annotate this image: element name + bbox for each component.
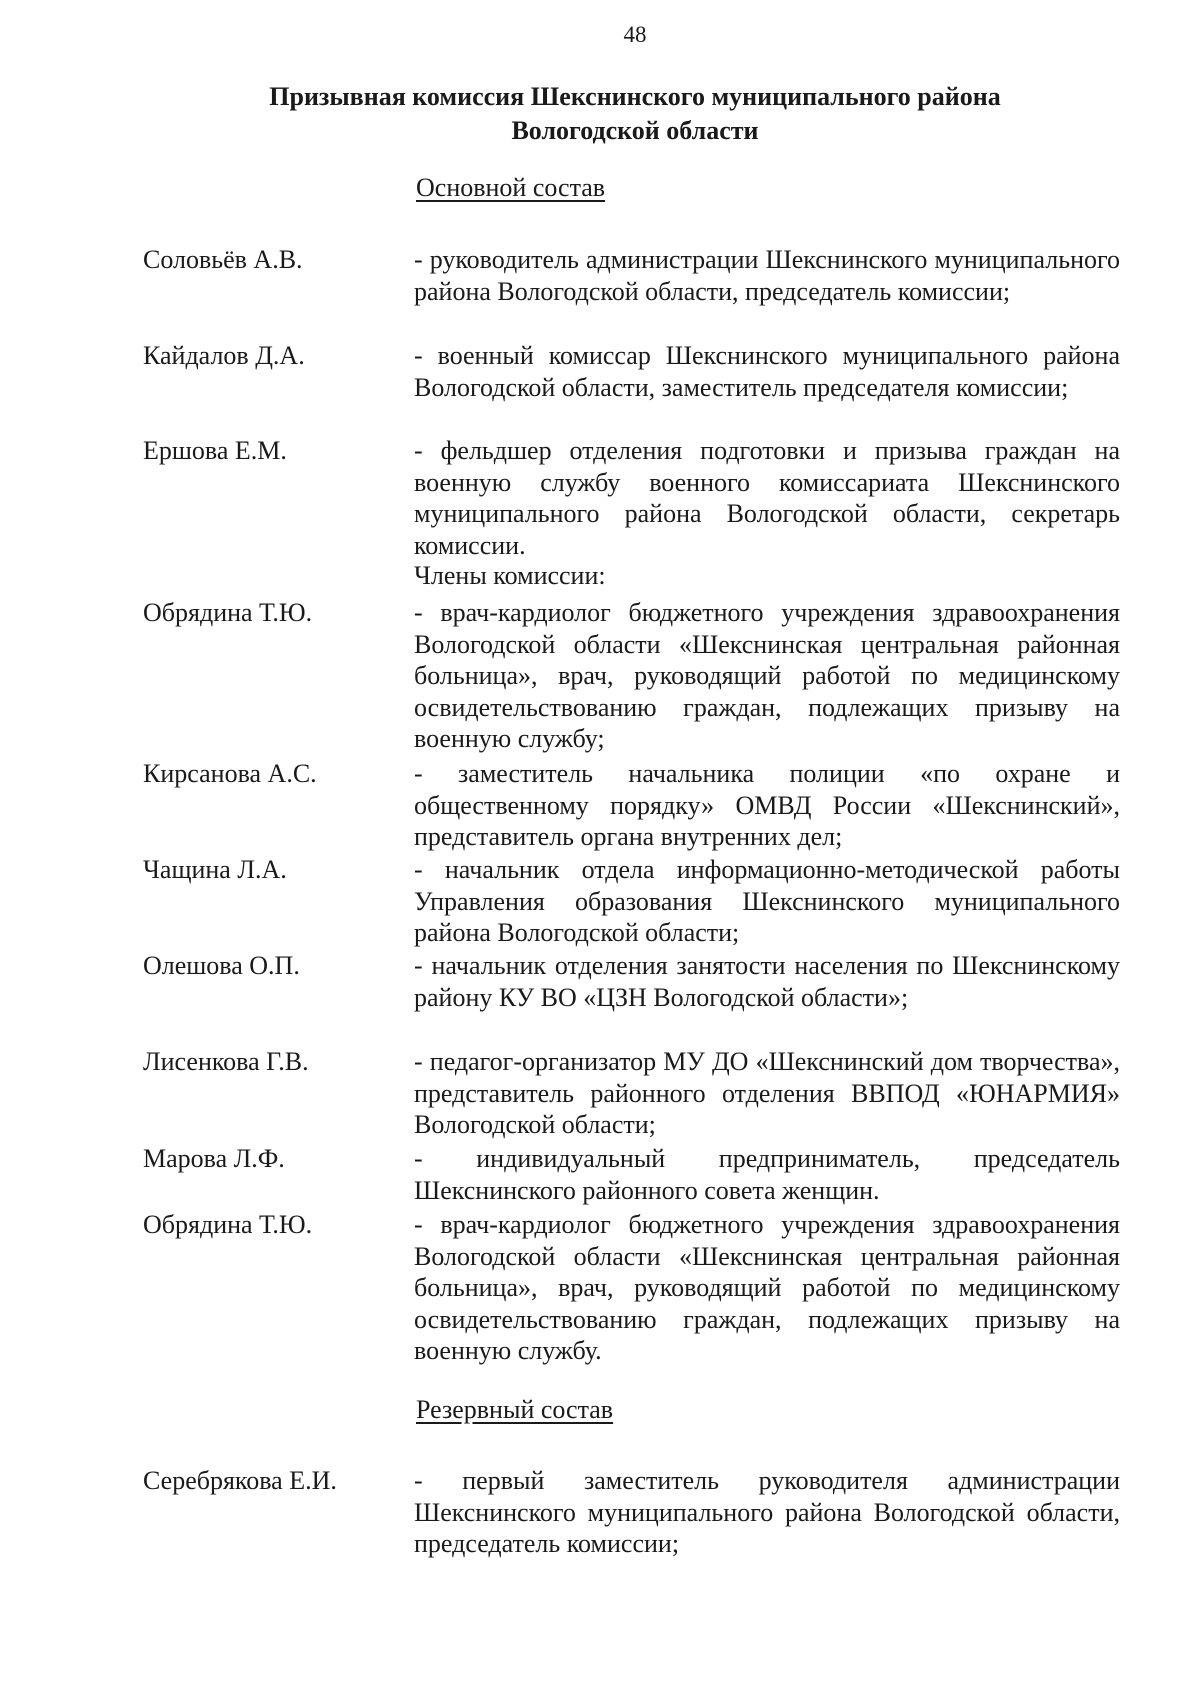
member-name: Кайдалов Д.А.: [143, 341, 305, 370]
members-label: Члены комиссии:: [414, 561, 606, 590]
member-role: - фельдшер отделения подготовки и призыва граждан на военную службу военного комиссариата Шекснинского муниципального района Вологодской области, секретарь комиссии.: [414, 436, 1120, 560]
member-name: Чащина Л.А.: [143, 855, 287, 884]
member-role: - начальник отдела информационно-методической работы Управления образования Шекснинского муниципального района Вологодской области;: [414, 855, 1120, 947]
member-role: - врач-кардиолог бюджетного учреждения здравоохранения Вологодской области «Шекснинская центральная районная больница», врач, руководящий работой по медицинскому освидетельствованию граждан, подлежащих призыву на военную службу;: [414, 598, 1120, 753]
reserve-section-heading: Резервный состав: [416, 1395, 614, 1424]
member-role: - первый заместитель руководителя администрации Шекснинского муниципального района Вологодской области, председатель комиссии;: [414, 1466, 1120, 1558]
member-name: Кирсанова А.С.: [143, 759, 317, 788]
main-section-heading: Основной состав: [416, 173, 606, 202]
member-name: Лисенкова Г.В.: [143, 1047, 309, 1076]
member-name: Серебрякова Е.И.: [143, 1466, 337, 1495]
member-name: Олешова О.П.: [143, 951, 300, 980]
member-name: Обрядина Т.Ю.: [143, 598, 313, 627]
member-role: - заместитель начальника полиции «по охране и общественному порядку» ОМВД России «Шекснинский», представитель органа внутренних дел;: [414, 759, 1120, 851]
member-role: - начальник отделения занятости населения по Шекснинскому району КУ ВО «ЦЗН Вологодской области»;: [414, 951, 1120, 1012]
page-number: 48: [623, 22, 647, 47]
member-role: - врач-кардиолог бюджетного учреждения здравоохранения Вологодской области «Шекснинская центральная районная больница», врач, руководящий работой по медицинскому освидетельствованию граждан, подлежащих призыву на военную службу.: [414, 1210, 1120, 1365]
document-title-line-2: Вологодской области: [511, 116, 759, 145]
member-role: - педагог-организатор МУ ДО «Шекснинский дом творчества», представитель районного отделения ВВПОД «ЮНАРМИЯ» Вологодской области;: [414, 1047, 1120, 1139]
member-name: Соловьёв А.В.: [143, 245, 303, 274]
document-title: [0, 80, 1200, 148]
member-name: Обрядина Т.Ю.: [143, 1210, 313, 1239]
document-title-line-1: Призывная комиссия Шекснинского муниципального района: [269, 82, 1001, 111]
member-role: - индивидуальный предприниматель, председатель Шекснинского районного совета женщин.: [414, 1144, 1120, 1205]
member-role: - руководитель администрации Шекснинского муниципального района Вологодской области, председатель комиссии;: [414, 245, 1120, 306]
member-name: Ершова Е.М.: [143, 436, 287, 465]
member-name: Марова Л.Ф.: [143, 1144, 285, 1173]
member-role: - военный комиссар Шекснинского муниципального района Вологодской области, заместитель председателя комиссии;: [414, 341, 1120, 402]
